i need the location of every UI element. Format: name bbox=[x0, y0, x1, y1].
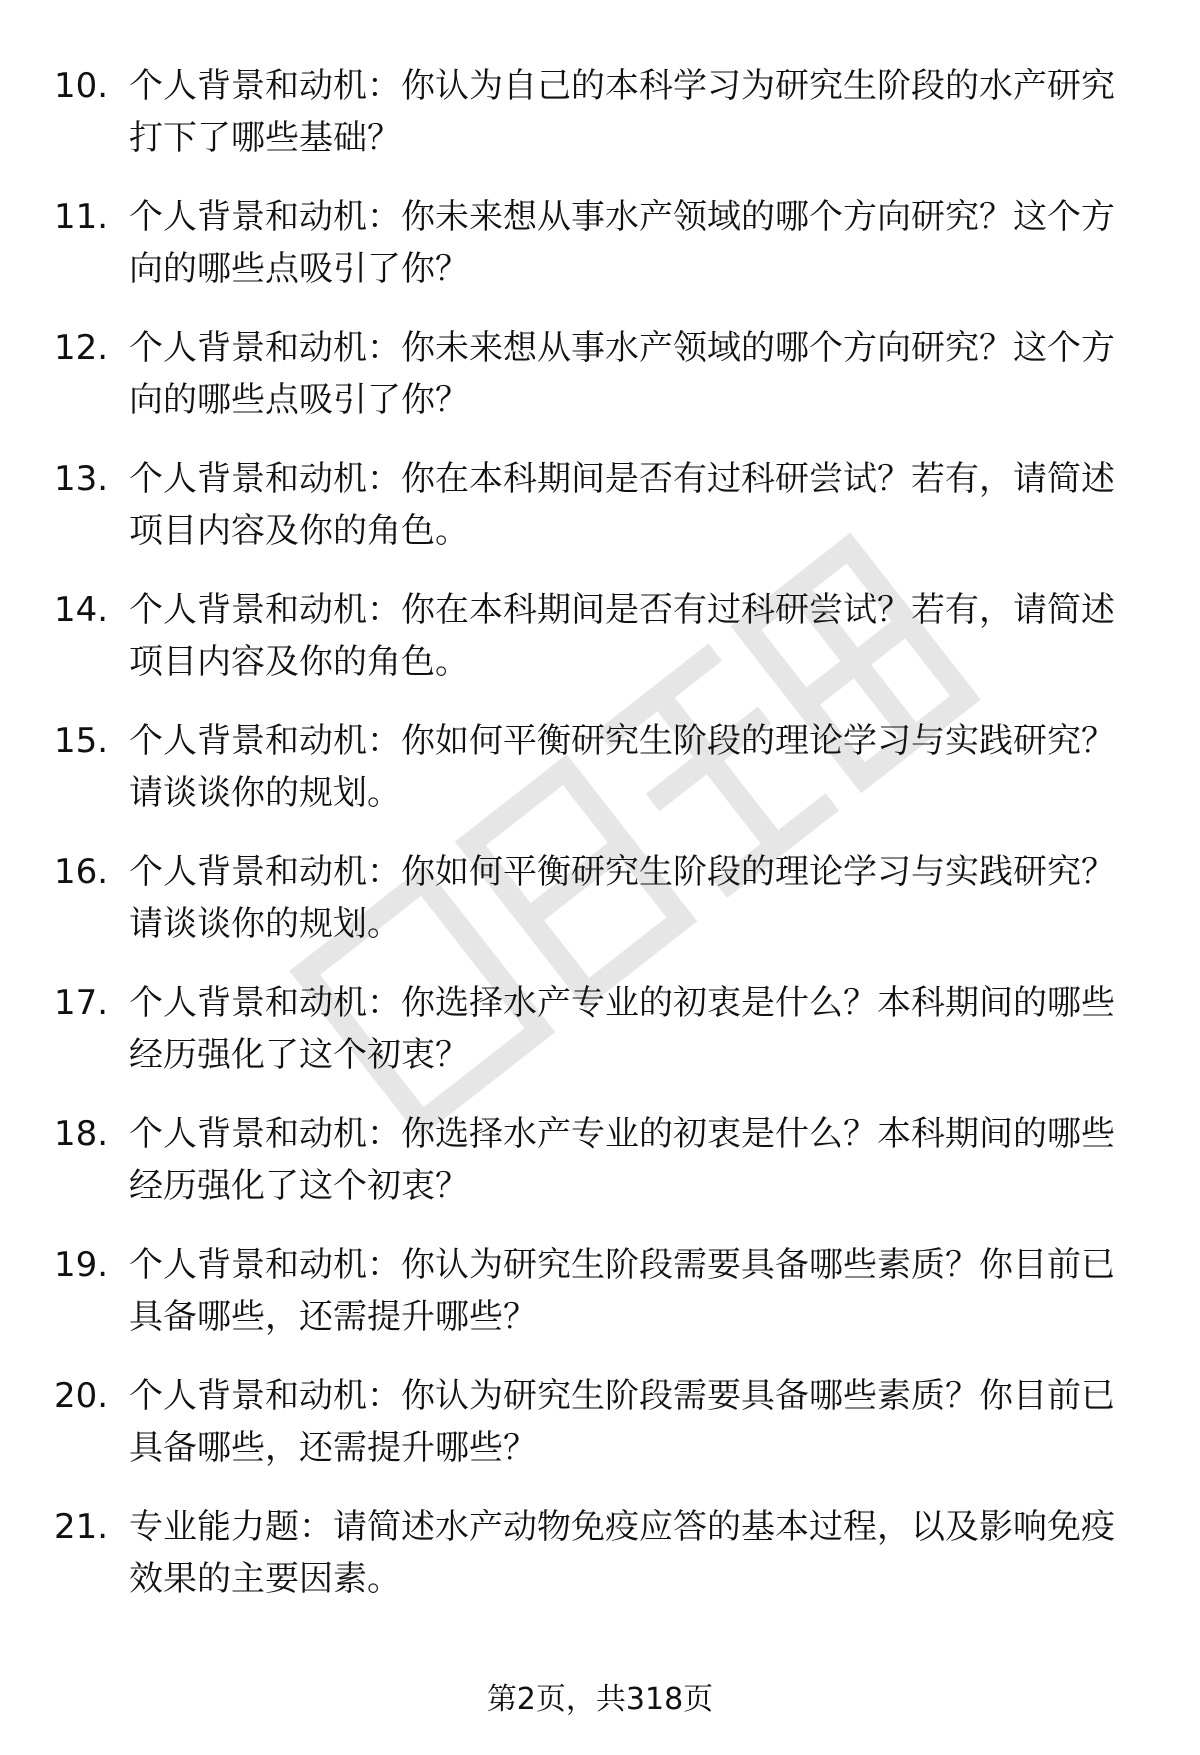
question-text: 个人背景和动机：你选择水产专业的初衷是什么？本科期间的哪些经历强化了这个初衷？ bbox=[129, 983, 1115, 1075]
question-item bbox=[54, 977, 1144, 1108]
question-number: 18. bbox=[54, 1114, 109, 1154]
question-text: 个人背景和动机：你未来想从事水产领域的哪个方向研究？这个方向的哪些点吸引了你？ bbox=[129, 328, 1115, 420]
question-number: 12. bbox=[54, 328, 109, 368]
question-number: 10. bbox=[54, 66, 109, 106]
question-item bbox=[54, 60, 1144, 191]
question-number: 15. bbox=[54, 721, 109, 761]
question-number: 14. bbox=[54, 590, 109, 630]
question-text: 个人背景和动机：你认为研究生阶段需要具备哪些素质？你目前已具备哪些，还需提升哪些？ bbox=[129, 1245, 1115, 1337]
question-number: 17. bbox=[54, 983, 109, 1023]
question-list bbox=[54, 60, 1144, 1632]
question-number: 16. bbox=[54, 852, 109, 892]
page-indicator: 第2页，共318页 bbox=[486, 1682, 714, 1717]
question-text: 个人背景和动机：你认为自己的本科学习为研究生阶段的水产研究打下了哪些基础？ bbox=[129, 66, 1115, 158]
question-text: 个人背景和动机：你如何平衡研究生阶段的理论学习与实践研究？请谈谈你的规划。 bbox=[129, 852, 1115, 944]
question-item bbox=[54, 1239, 1144, 1370]
question-item bbox=[54, 584, 1144, 715]
question-text: 个人背景和动机：你未来想从事水产领域的哪个方向研究？这个方向的哪些点吸引了你？ bbox=[129, 197, 1115, 289]
question-text: 专业能力题：请简述水产动物免疫应答的基本过程，以及影响免疫效果的主要因素。 bbox=[129, 1507, 1115, 1599]
question-item bbox=[54, 715, 1144, 846]
question-text: 个人背景和动机：你如何平衡研究生阶段的理论学习与实践研究？请谈谈你的规划。 bbox=[129, 721, 1115, 813]
question-item bbox=[54, 846, 1144, 977]
question-number: 13. bbox=[54, 459, 109, 499]
question-number: 19. bbox=[54, 1245, 109, 1285]
question-text: 个人背景和动机：你认为研究生阶段需要具备哪些素质？你目前已具备哪些，还需提升哪些？ bbox=[129, 1376, 1115, 1468]
question-number: 20. bbox=[54, 1376, 109, 1416]
question-item bbox=[54, 1501, 1144, 1632]
question-text: 个人背景和动机：你在本科期间是否有过科研尝试？若有，请简述项目内容及你的角色。 bbox=[129, 459, 1115, 551]
question-item bbox=[54, 191, 1144, 322]
question-number: 21. bbox=[54, 1507, 109, 1547]
question-item bbox=[54, 453, 1144, 584]
question-text: 个人背景和动机：你在本科期间是否有过科研尝试？若有，请简述项目内容及你的角色。 bbox=[129, 590, 1115, 682]
question-item bbox=[54, 1108, 1144, 1239]
question-item bbox=[54, 322, 1144, 453]
question-text: 个人背景和动机：你选择水产专业的初衷是什么？本科期间的哪些经历强化了这个初衷？ bbox=[129, 1114, 1115, 1206]
question-item bbox=[54, 1370, 1144, 1501]
question-number: 11. bbox=[54, 197, 109, 237]
